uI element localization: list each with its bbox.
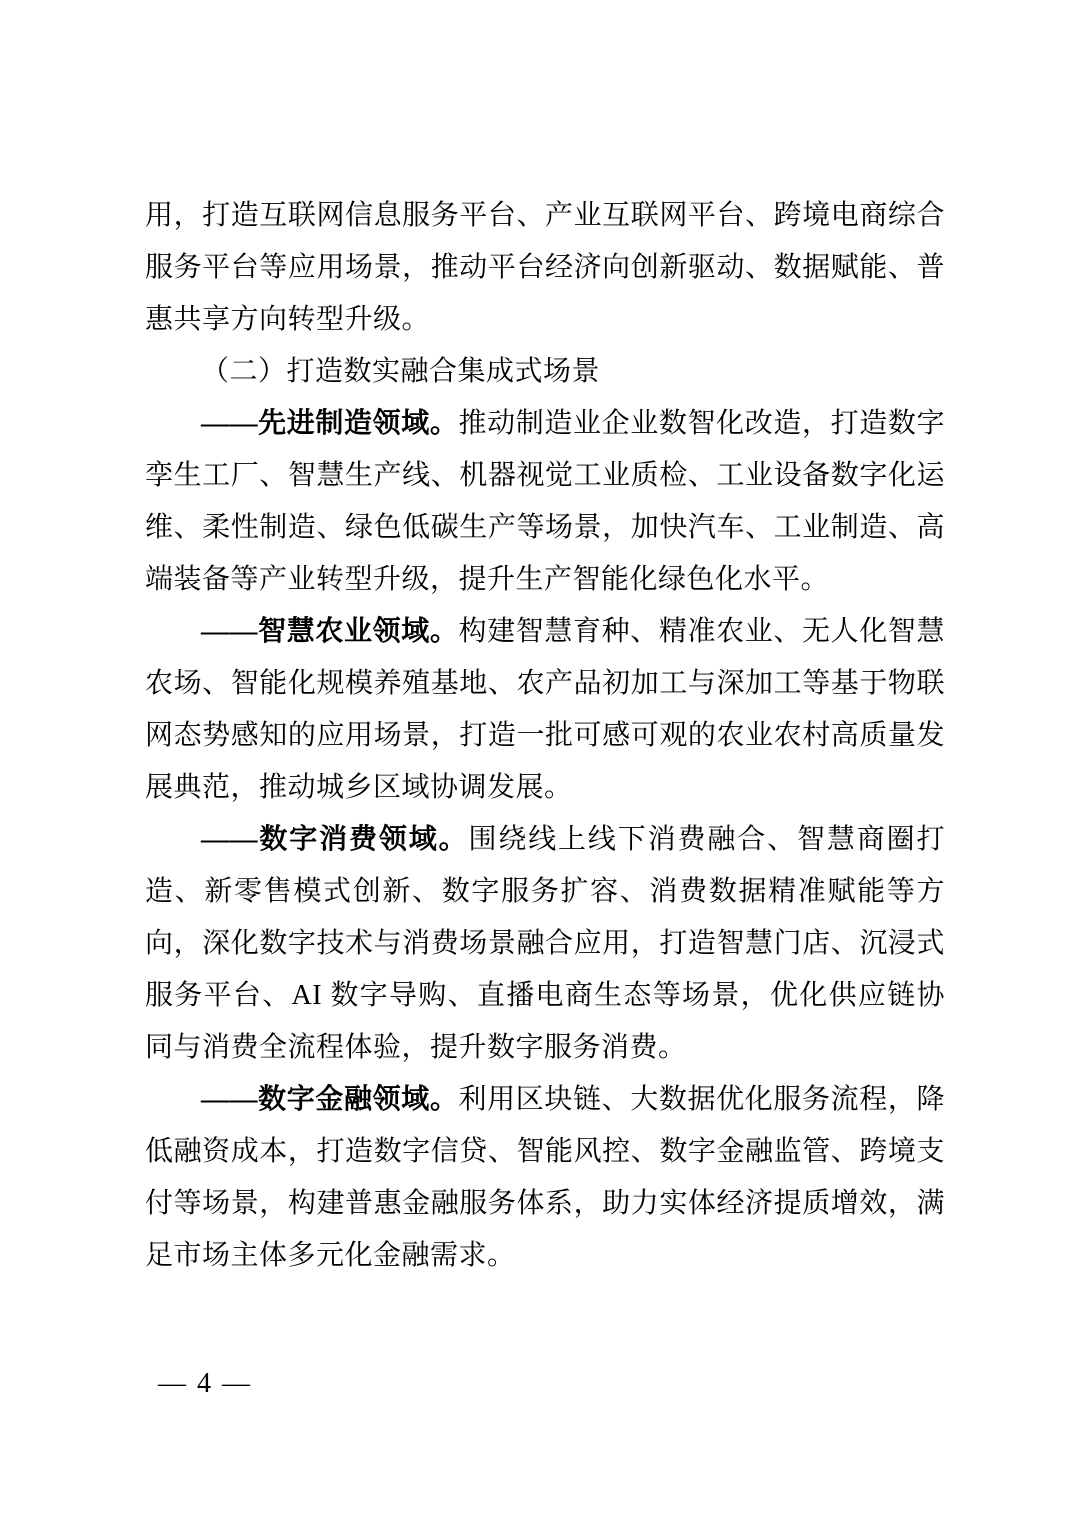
field-item-text: 利用区块链、大数据优化服务流程，降低融资成本，打造数字信贷、智能风控、数字金融监管、跨境支付等场景，构建普惠金融服务体系，助力实体经济提质增效，满足市场主体多元化金融需求。 bbox=[145, 1084, 945, 1271]
document-body bbox=[145, 190, 945, 1282]
field-item-lead: ——数字消费领域。 bbox=[201, 824, 469, 855]
paragraph-continuation: 用，打造互联网信息服务平台、产业互联网平台、跨境电商综合服务平台等应用场景，推动平台经济向创新驱动、数据赋能、普惠共享方向转型升级。 bbox=[145, 200, 945, 335]
field-item-lead: ——智慧农业领域。 bbox=[201, 616, 459, 647]
field-item-text: 围绕线上线下消费融合、智慧商圈打造、新零售模式创新、数字服务扩容、消费数据精准赋能等方向，深化数字技术与消费场景融合应用，打造智慧门店、沉浸式服务平台、AI 数字导购、直播电商生态等场景，优化供应链协同与消费全流程体验，提升数字服务消费。 bbox=[145, 824, 945, 1063]
field-item-digital-consumption bbox=[145, 814, 945, 1074]
field-item-lead: ——数字金融领域。 bbox=[201, 1084, 459, 1115]
field-item-advanced-manufacturing bbox=[145, 398, 945, 606]
subsection-heading: （二）打造数实融合集成式场景 bbox=[201, 356, 601, 387]
field-item-digital-finance bbox=[145, 1074, 945, 1282]
page-footer bbox=[158, 1368, 252, 1400]
field-item-lead: ——先进制造领域。 bbox=[201, 408, 459, 439]
field-item-text: 构建智慧育种、精准农业、无人化智慧农场、智能化规模养殖基地、农产品初加工与深加工等基于物联网态势感知的应用场景，打造一批可感可观的农业农村高质量发展典范，推动城乡区域协调发展。 bbox=[145, 616, 945, 803]
page-number: — 4 — bbox=[158, 1368, 252, 1399]
field-item-smart-agriculture bbox=[145, 606, 945, 814]
field-item-text: 推动制造业企业数智化改造，打造数字孪生工厂、智慧生产线、机器视觉工业质检、工业设备数字化运维、柔性制造、绿色低碳生产等场景，加快汽车、工业制造、高端装备等产业转型升级，提升生产智能化绿色化水平。 bbox=[145, 408, 945, 595]
